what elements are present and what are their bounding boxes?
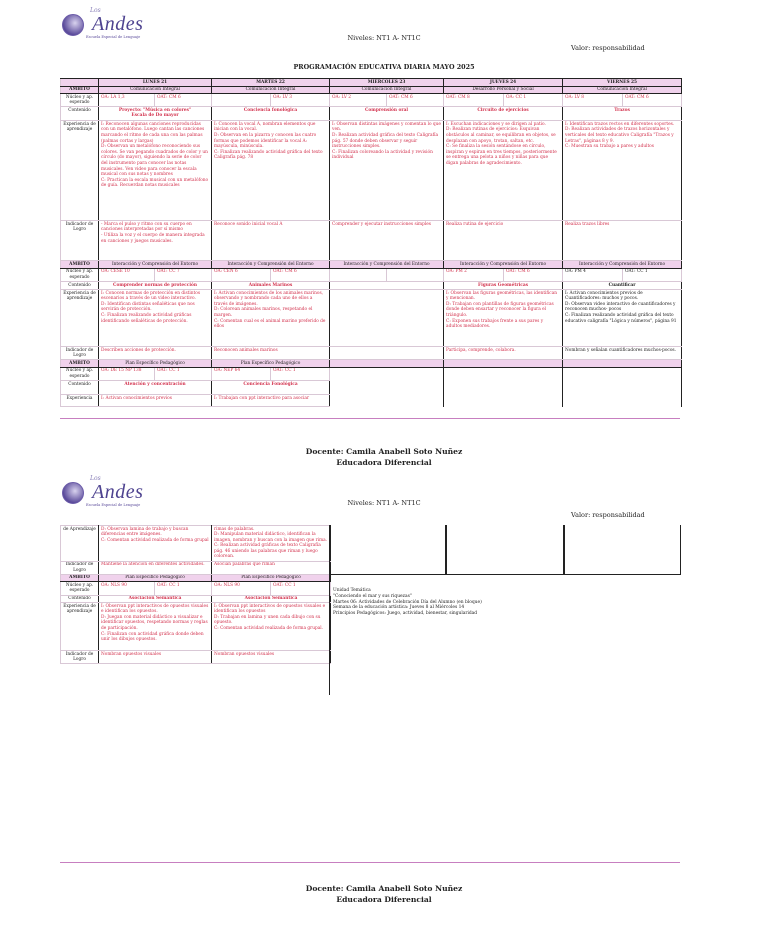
ambito-cell: Interacción y Comprensión del Entorno [99,261,212,269]
ambito-cell: Plan Específico Pedagógico [212,360,330,368]
contenido-cell: Comprensión oral [330,107,444,121]
oa-code: OA: LV 2 [330,94,387,107]
contenido-row [61,381,682,395]
contenido-cell: Asociación Semántica [99,595,212,603]
oa-code: OA: PM 4 [563,268,623,281]
experiencia-cell: I: Observan ppt interactivos de opuestos visuales e identifican los opuestos D: Trabajan en lamina y unen cada dibujo con su opuesto. C: Comentan actividad realizada de forma grupal. [212,603,331,651]
contenido-cell: Comprender normas de protección [99,282,212,290]
indicador-row [61,221,682,261]
row-label-experiencia_short: Experiencia [61,395,99,407]
column-divider [329,575,330,695]
nucleo-row [61,582,331,595]
row-label-experiencia_cont: de Aprendizaje [61,526,99,562]
globe-icon [62,14,84,36]
logo-name: Andes [92,13,144,35]
oat-code: OAT: CC 1 [271,367,330,380]
ambito-row [61,574,331,582]
oa-code: OA: CESE 10 [99,268,155,281]
experiencia_short-cell: I: Trabajan con ppt interactivo para asociar [212,395,330,407]
docente-name: Docente: Camila Anabell Soto Nuñez [305,884,463,893]
oat-code: OAT: CM 6 [623,94,682,107]
oat-code: OAT: CC 1 [271,582,331,595]
row-label-contenido: Contenido [61,107,99,121]
corner-cell [61,79,99,87]
ambito-row [61,261,682,269]
empty-cell [563,381,682,395]
empty-cell [444,367,563,380]
day-header-row [61,79,682,87]
experiencia-row [61,290,682,347]
contenido-row [61,282,682,290]
nucleo-row [61,94,682,107]
valor-label: Valor: responsabilidad [571,44,645,52]
weekly-plan-table [60,78,682,407]
logo-subtitle: Escuela Especial de Lenguaje [86,35,141,39]
oa-code [330,268,387,281]
nucleo-row [61,367,682,380]
contenido-cell: Trazos [563,107,682,121]
valor-label-page2: Valor: responsabilidad [571,511,645,519]
contenido-cell: Proyecto: "Música en colores" Escala de Do mayor [99,107,212,121]
page-title: PROGRAMACIÓN EDUCATIVA DIARIA MAYO 2025 [293,63,475,71]
experiencia-cell: I: Activan conocimientos previos de Cuantificadores: muchos y pocos. D: Observan video interactivo de cuantificadores y reconocen muchos- pocos C: Finalizan realizando actividad gráfica del texto educativo caligrafía "Lógica y números", página 91 [563,290,682,347]
empty-cell [563,360,682,368]
empty-cell [330,360,444,368]
experiencia-row [61,121,682,221]
oat-code: OAT: CC 1 [155,367,212,380]
contenido-cell: Circuito de ejercicios [444,107,563,121]
contenido-cell: Atención y concentración [99,381,212,395]
indicador-row [61,651,331,664]
nucleo-row [61,268,682,281]
ambito-row [61,86,682,94]
contenido-cell: Conciencia Fonológica [212,381,330,395]
experiencia-cell: I: Activan conocimientos de los animales marinos, observando y nombrando cada uno de ellos a través de imágenes. D: Colorean animales marinos, respetando el margen. C: Comentan cual es el animal marino preferido de ellos [212,290,330,347]
row-label-ambito: ÁMBITO [61,574,99,582]
oa-code: OA: NEP 64 [212,367,271,380]
contenido-cell [330,282,444,290]
day-header: LUNES 21 [99,79,212,87]
empty-cell [330,367,444,380]
contenido-row [61,595,331,603]
docente-signature [0,446,768,468]
ambito-cell: Plan Específico Pedagógico [99,360,212,368]
indicador-cell: Realiza trazos libres [563,221,682,261]
row-label-contenido: Contenido [61,381,99,395]
indicador-cell: Reconoce sonido inicial vocal A [212,221,330,261]
empty-day-columns [329,525,681,575]
ambito-cell: Interacción y Comprensión del Entorno [330,261,444,269]
oa-code: OA: LA 1,3 [99,94,155,107]
indicador-cell: Asocian palabras que riman [212,561,331,574]
experiencia-cell: I: Conocen normas de protección en distintos escenarios a través de un video interactivo. D: Identifican distintas señaléticas que nos servirán de protección. C: Finalizan realizando actividad gráficas identificando señaléticas de protección. [99,290,212,347]
ambito-row [61,360,682,368]
oat-code: OAT: CC 1 [155,582,212,595]
empty-cell [563,395,682,407]
row-label-ambito: ÁMBITO [61,86,99,94]
experiencia-cell: I: Reconocen algunas canciones reproducidas con un metalófono. Luego cantan las canciones marcando el ritmo de cada una con las palmas (palmas cortas y largas) D: Observan un metalófono reconociendo sus colores. Se van pegando cuadrados de color y un círculo (do mayor), siguiendo la serie de color del instrumento para conocer las notas musicales. Ven video para conocer la escala musical con sus notas y nombres C: Practican la escala musical con un metalófono de guía. Recuerdan notas musicales [99,121,212,221]
oat-code: OAT: CM 6 [271,268,330,281]
oat-code [387,268,444,281]
empty-cell [444,360,563,368]
contenido-row [61,107,682,121]
experiencia_cont-cell: rimas de palabras. D: Manipulan material didáctico, identifican la imagen, nombran y buscan con la imagen que rima. C: Realizan actividad gráficas de texto Caligrafía pág. 46 uniendo las palabras que riman y luego colorean. [212,526,331,562]
footer-divider-page2 [60,862,680,863]
ambito-cell: Desarrollo Personal y Social [444,86,563,94]
niveles-label: Niveles: NT1 A- NT1C [347,34,421,42]
experiencia-cell: I: Escuchan indicaciones y se dirigen al patio. D: Realizan rutinas de ejercicios: Esquivan obstáculos al caminar, se equilibran en objetos, se desplazan con apoyo, trotan, saltan, etc. C: Se finaliza la sesión sentándose en círculo, inspiran y espiran en tres tiempos, posteriormente se entrega una pelota a niños y niñas para que digan palabras de agradecimiento. [444,121,563,221]
oat-code: OAT: CC 7 [155,268,212,281]
logo-top-text: Los [90,7,101,14]
oat-code: OAT: CM 6 [155,94,212,107]
indicador-cell: Nombran opuestos visuales [99,651,212,664]
ambito-cell: Comunicación Integral [99,86,212,94]
row-label-nucleo: Núcleo y ap. esperado [61,94,99,107]
oa-code: OAT: CM 8 [444,94,504,107]
experiencia_short-row [61,395,682,407]
contenido-cell: Cuantificar [563,282,682,290]
oa-code: OA: NLS 90 [212,582,271,595]
oa-code: OA: CEN 6 [212,268,271,281]
footer-divider [60,418,680,419]
experiencia-row [61,603,331,651]
indicador-cell: Mantiene la atención en diferentes actividades. [99,561,212,574]
row-label-experiencia: Experiencia de aprendizaje [61,121,99,221]
weekly-plan-table-page2 [60,525,331,664]
row-label-contenido: Contenido [61,282,99,290]
row-label-indicador: Indicador de Logro [61,651,99,664]
row-label-ambito: ÁMBITO [61,261,99,269]
indicador-cell: Reconocen animales marinos [212,347,330,360]
ambito-cell: Plan Específico Pedagógico [212,574,331,582]
logo-subtitle: Escuela Especial de Lenguaje [86,503,141,507]
oa-code [212,94,271,107]
row-label-contenido: Contenido [61,595,99,603]
niveles-label-page2: Niveles: NT1 A- NT1C [347,499,421,507]
experiencia-cell: I: Identifican trazos rectos en diferentes soportes. D: Realizan actividades de trazos horizontales y verticales del texto educativo Caligrafía "Trazos y Letras", páginas 8 y 9. C: Muestran su trabajo a pares y adultos [563,121,682,221]
ambito-cell: Plan Específico Pedagógico [99,574,212,582]
indicador-cell: Comprender y ejecutar instrucciones simples [330,221,444,261]
indicador-cell: Nombran y señalan cuantificadores muchos-pocos. [563,347,682,360]
indicador-cell [330,347,444,360]
experiencia-cell [330,290,444,347]
row-label-indicador: Indicador de Logro [61,221,99,261]
contenido-cell: Asociación Semántica [212,595,331,603]
ambito-cell: Comunicación Integral [212,86,330,94]
empty-cell [444,395,563,407]
ambito-cell: Interacción y Comprensión del Entorno [212,261,330,269]
ambito-cell: Comunicación Integral [563,86,682,94]
oat-code: OAT: CM 6 [387,94,444,107]
oat-code: OA: CC 1 [504,94,563,107]
empty-cell [330,381,444,395]
experiencia-cell: I: Conocen la vocal A, nombran elementos que inician con la vocal. D: Observan en la pizarra y conocen las cuatro formas que podemos identificar la vocal A: mayúscula, minúscula. C: Finalizan realizando actividad gráfica del texto Caligrafía pág. 78 [212,121,330,221]
day-header: MIÉRCOLES 23 [330,79,444,87]
experiencia_cont-row [61,526,331,562]
docente-role: Educadora Diferencial [336,458,432,467]
row-label-nucleo: Núcleo y ap. esperado [61,367,99,380]
day-header: MARTES 22 [212,79,330,87]
indicador-cell: Describen acciones de protección. [99,347,212,360]
empty-cell [444,381,563,395]
oa-code: OA: LV 8 [563,94,623,107]
day-header: JUEVES 24 [444,79,563,87]
docente-signature-page2 [0,883,768,905]
indicador-cell: - Marca el pulso y ritmo con su cuerpo en canciones interpretadas por sí mismo - Utiliza la voz y el cuerpo de manera integrada en canciones y juegos musicales. [99,221,212,261]
oa-code: OA: DE 15 NP 138 [99,367,155,380]
oat-code: OA: LV 3 [271,94,330,107]
indicador-cell: Nombran opuestos visuales [212,651,331,664]
oat-code: OAT: CM 6 [504,268,563,281]
row-label-nucleo: Núcleo y ap. esperado [61,268,99,281]
indicador-cell: Participa, comprende, colabora. [444,347,563,360]
empty-cell [563,367,682,380]
indicador-cell: Realiza rutina de ejercicio [444,221,563,261]
logo-top-text: Los [90,475,101,482]
ambito-cell: Interacción y Comprensión del Entorno [444,261,563,269]
experiencia_short-cell: I: Activan conocimientos previos [99,395,212,407]
oa-code: OA: PM 2 [444,268,504,281]
ambito-cell: Comunicación Integral [330,86,444,94]
oat-code: OAT: CC 1 [623,268,682,281]
contenido-cell: Animales Marinos [212,282,330,290]
docente-role: Educadora Diferencial [336,895,432,904]
contenido-cell: Figuras Geométricas [444,282,563,290]
experiencia-cell: I: Observan las figuras geométricas, las identifican y mencionan. D: Trabajan con plantillas de figuras geométricas donde deben ensartar y reconocer la figura el triángulo. C: Exponen sus trabajos frente a sus pares y adultos mediadores. [444,290,563,347]
row-label-ambito: ÁMBITO [61,360,99,368]
contenido-cell: Conciencia fonológica [212,107,330,121]
logo-name: Andes [92,481,144,503]
row-label-indicador: Indicador de Logro [61,347,99,360]
row-label-experiencia: Experiencia de aprendizaje [61,290,99,347]
row-label-indicador: Indicador de Logro [61,561,99,574]
indicador-row [61,561,331,574]
row-label-experiencia: Experiencia de aprendizaje [61,603,99,651]
unidad-tematica: Unidad Temática "Conociendo el mar y sus riquezas" Martes 06: Actividades de Celebración Día del Alumno (en bloque) Semana de la educación artística: Jueves 8 al Miércoles 14 Principios Pedagógicos: Juego, actividad, bienestar, singularidad [333,588,482,617]
oa-code: OA: NLS 90 [99,582,155,595]
experiencia-cell: I: Observan ppt interactivos de opuestos visuales e identifican los opuestos. D: Juegan con material didáctico a visualizar e identificar opuestos, respetando normas y reglas de participación. C: Finalizan con actividad gráfica donde deben unir los dibujos opuestos. [99,603,212,651]
day-header: VIERNES 25 [563,79,682,87]
indicador-row [61,347,682,360]
docente-name: Docente: Camila Anabell Soto Nuñez [305,447,463,456]
ambito-cell: Interacción y Comprensión del Entorno [563,261,682,269]
row-label-nucleo: Núcleo y ap. esperado [61,582,99,595]
experiencia-cell: I: Observan distintas imágenes y comentan lo que ven. D: Realizan actividad gráfica del texto Caligrafía pág. 57 donde deben observar y seguir instrucciones simples. C: Finalizan coloreando la actividad y revisión individual [330,121,444,221]
empty-cell [330,395,444,407]
experiencia_cont-cell: D: Observan lamina de trabajo y buscan diferencias entre imágenes. C: Comentan actividad realizada de forma grupal [99,526,212,562]
